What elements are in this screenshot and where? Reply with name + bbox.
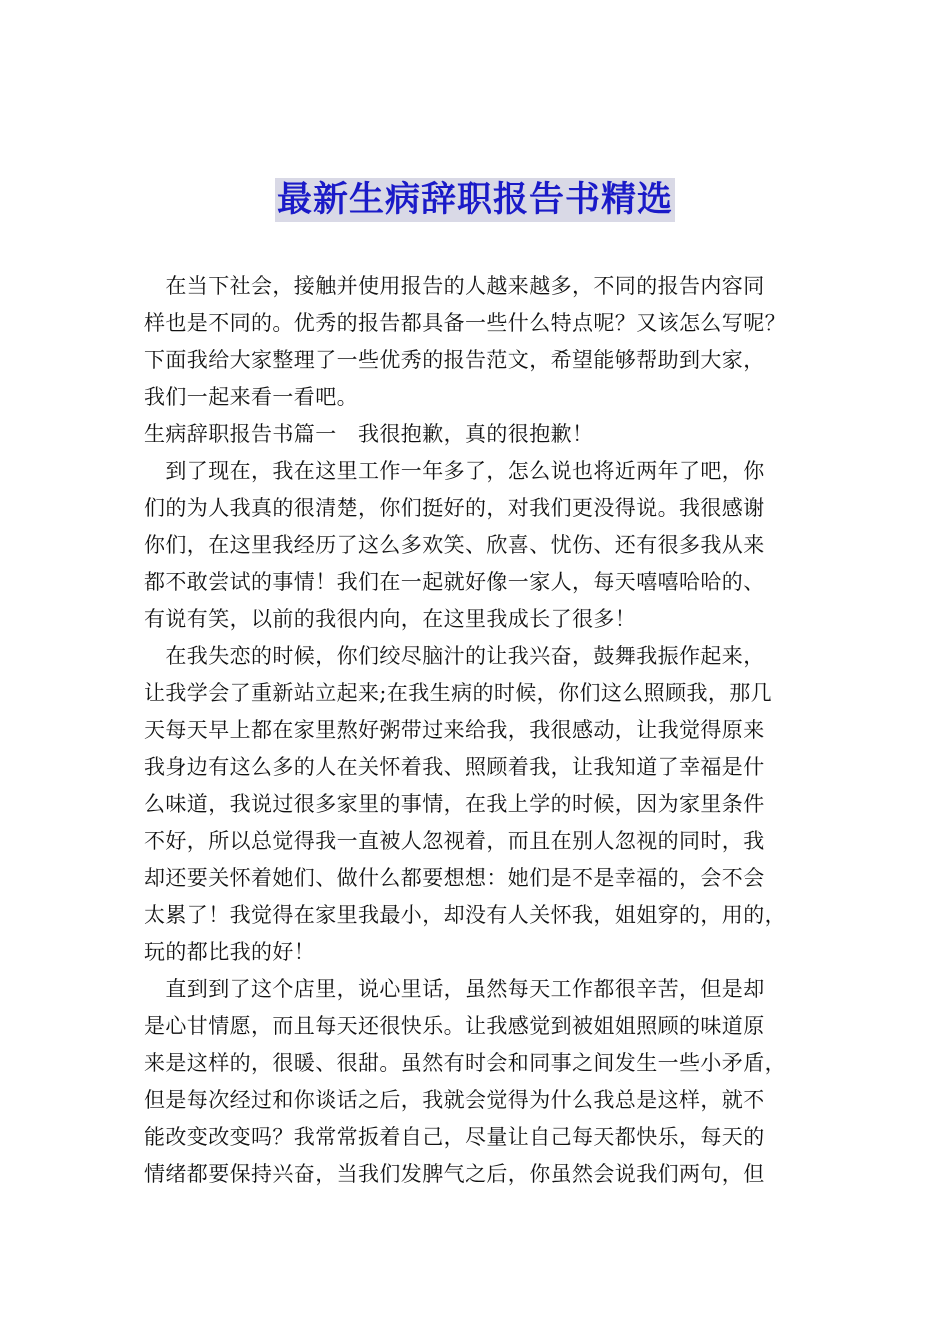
paragraph-line: 么味道，我说过很多家里的事情，在我上学的时候，因为家里条件	[144, 792, 765, 816]
paragraph-line: 太累了！我觉得在家里我最小，却没有人关怀我，姐姐穿的，用的，	[144, 903, 786, 927]
paragraph-line: 来是这样的，很暖、很甜。虽然有时会和同事之间发生一些小矛盾，	[144, 1051, 786, 1075]
paragraph-line: 但是每次经过和你谈话之后，我就会觉得为什么我总是这样，就不	[144, 1088, 765, 1112]
document-title: 最新生病辞职报告书精选	[276, 180, 673, 220]
section-heading: 生病辞职报告书篇一 我很抱歉，真的很抱歉！	[144, 422, 594, 446]
paragraph-line: 我们一起来看一看吧。	[144, 385, 358, 409]
paragraph-line: 不好，所以总觉得我一直被人忽视着，而且在别人忽视的同时，我	[144, 829, 765, 853]
paragraph-line: 能改变改变吗？我常常扳着自己，尽量让自己每天都快乐，每天的	[144, 1125, 765, 1149]
paragraph-line: 直到到了这个店里，说心里话，虽然每天工作都很辛苦，但是却	[144, 977, 765, 1001]
paragraph-line: 是心甘情愿，而且每天还很快乐。让我感觉到被姐姐照顾的味道原	[144, 1014, 765, 1038]
paragraph-line: 却还要关怀着她们、做什么都要想想：她们是不是幸福的，会不会	[144, 866, 765, 890]
title-block	[0, 178, 950, 222]
paragraph-line: 情绪都要保持兴奋，当我们发脾气之后，你虽然会说我们两句，但	[144, 1162, 765, 1186]
paragraph-line: 到了现在，我在这里工作一年多了，怎么说也将近两年了吧，你	[144, 459, 765, 483]
paragraph-line: 下面我给大家整理了一些优秀的报告范文，希望能够帮助到大家，	[144, 348, 765, 372]
document-body	[144, 268, 834, 1193]
paragraph-line: 有说有笑，以前的我很内向，在这里我成长了很多！	[144, 607, 637, 631]
paragraph-line: 们的为人我真的很清楚，你们挺好的，对我们更没得说。我很感谢	[144, 496, 765, 520]
paragraph-line: 天每天早上都在家里熬好粥带过来给我，我很感动，让我觉得原来	[144, 718, 765, 742]
paragraph-line: 在我失恋的时候，你们绞尽脑汁的让我兴奋，鼓舞我振作起来，	[144, 644, 765, 668]
paragraph-line: 都不敢尝试的事情！我们在一起就好像一家人，每天嘻嘻哈哈的、	[144, 570, 765, 594]
paragraph-line: 你们，在这里我经历了这么多欢笑、欣喜、忧伤、还有很多我从来	[144, 533, 765, 557]
paragraph-line: 让我学会了重新站立起来;在我生病的时候，你们这么照顾我，那几	[144, 681, 773, 705]
paragraph-line: 在当下社会，接触并使用报告的人越来越多，不同的报告内容同	[144, 274, 765, 298]
paragraph-line: 玩的都比我的好！	[144, 940, 316, 964]
paragraph-line: 我身边有这么多的人在关怀着我、照顾着我，让我知道了幸福是什	[144, 755, 765, 779]
paragraph-line: 样也是不同的。优秀的报告都具备一些什么特点呢？又该怎么写呢？	[144, 311, 786, 335]
